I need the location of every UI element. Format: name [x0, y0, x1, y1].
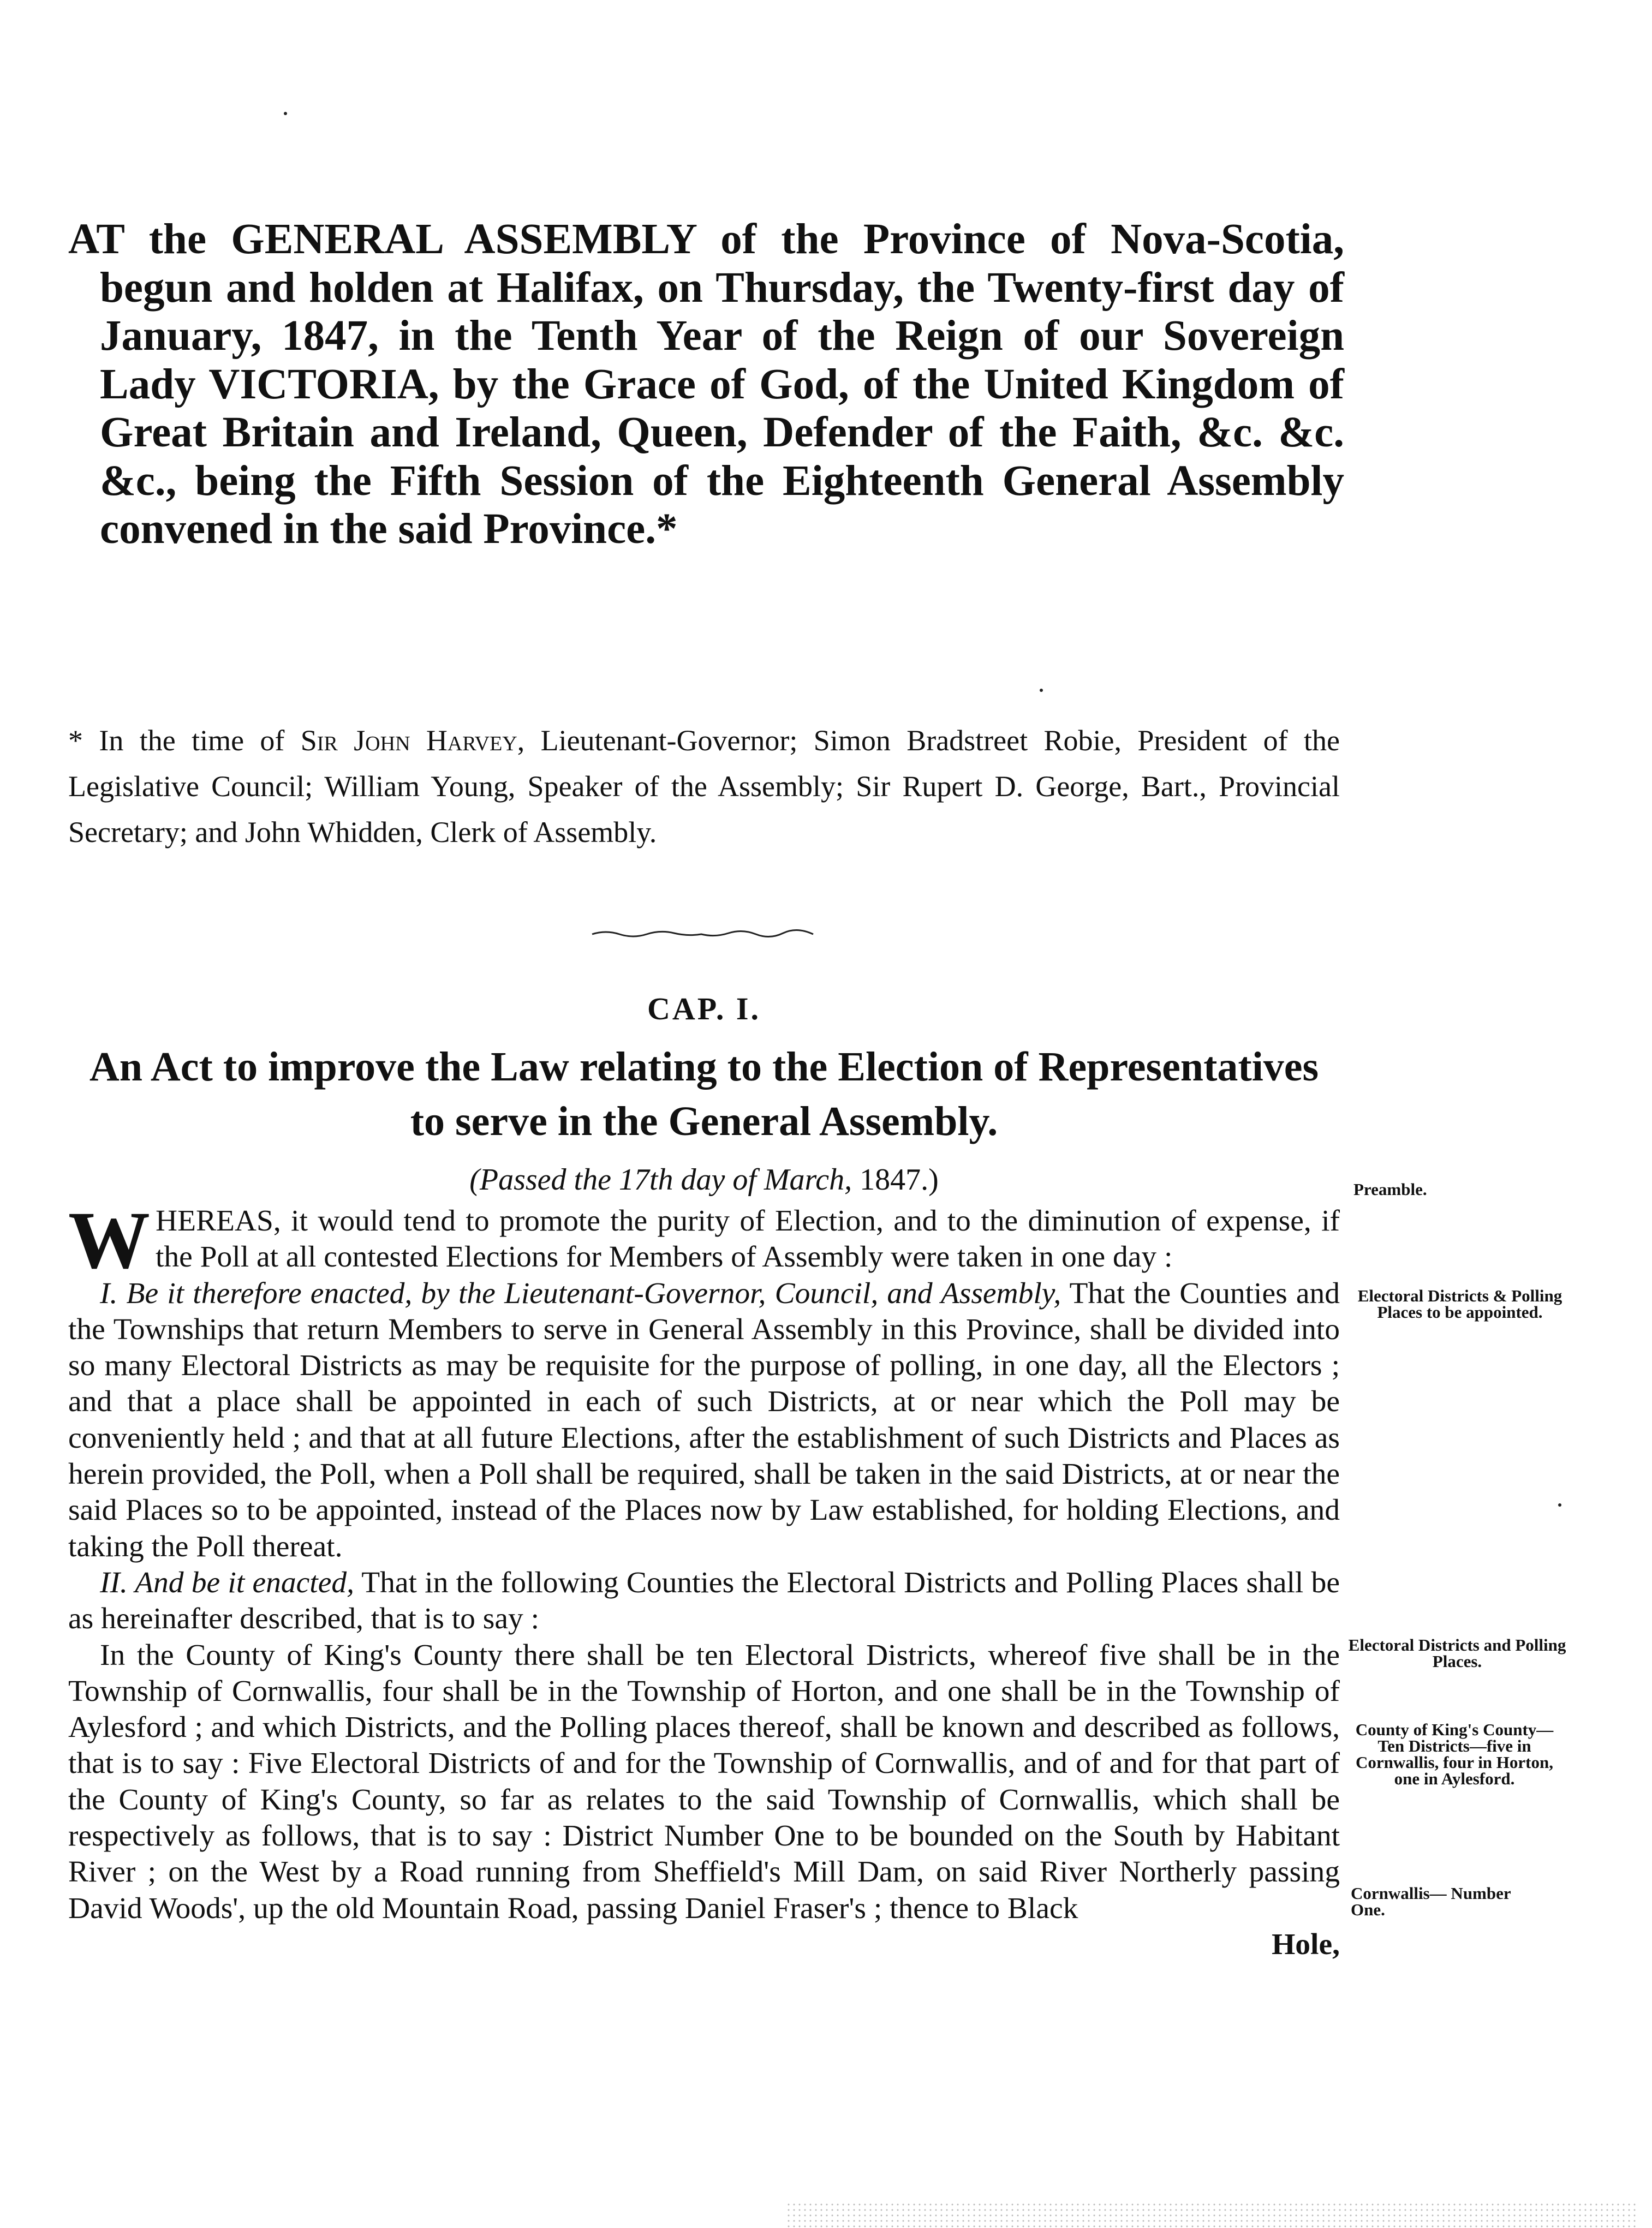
- footnote: [68, 718, 1340, 855]
- ornamental-rule: [589, 927, 819, 940]
- margin-note-districts-places: Electoral Districts and Polling Places.: [1348, 1635, 1566, 1671]
- kings-county-paragraph: [68, 1638, 1340, 1927]
- margin-note-cornwallis: Cornwallis— Number One.: [1351, 1884, 1511, 1919]
- section-two-text: That in the following Counties the Electoral Districts and Polling Places shall be as hereinafter described, that is to say :: [68, 1566, 1340, 1636]
- passed-date-year: 1847.): [852, 1163, 939, 1197]
- speck: [1040, 689, 1043, 692]
- footnote-text: , Lieutenant-Governor; Simon Bradstreet Robie, President of the Legislative Council; William Young, Speaker of the Assembly; Sir Rupert D. George, Bart., Provincial Secretary; and John Whidden, Clerk of Assembly.: [68, 724, 1340, 849]
- section-two: [68, 1565, 1340, 1638]
- continuation-word: Hole,: [1272, 1927, 1340, 1961]
- margin-note-preamble: Preamble.: [1353, 1180, 1427, 1199]
- speck: [1558, 1503, 1561, 1507]
- kings-county-text: In the County of King's County there shall be ten Electoral Districts, whereof five shall be in the Township of Cornwallis, four shall be in the Township of Horton, and one shall be in the Township of Aylesford ; and which Districts, and the Polling places thereof, shall be known and described as follows, that is to say : Five Electoral Districts of and for the Township of Cornwallis, and of and for that part of the County of King's County, so far as relates to the said Township of Cornwallis, which shall be respectively as follows, that is to say : District Number One to be bounded on the South by Habitant River ; on the West by a Road running from Sheffield's Mill Dam, on said River Northerly passing David Woods', up the old Mountain Road, passing Daniel Fraser's ; thence to Black: [68, 1638, 1340, 1925]
- section-one-lead: I. Be it therefore enacted, by the Lieutenant-Governor, Council, and Assembly,: [100, 1276, 1061, 1310]
- speck: [284, 112, 287, 115]
- margin-note-electoral-districts: Electoral Districts & Polling Places to be appointed.: [1357, 1286, 1562, 1322]
- act-body: [68, 1195, 1340, 1963]
- scan-stipple: [786, 2202, 1637, 2228]
- margin-note-kings-county: County of King's County—Ten Districts—five in Cornwallis, four in Horton, one in Aylesford.: [1355, 1720, 1554, 1788]
- footnote-governor: Sir John Harvey: [300, 724, 517, 757]
- section-two-lead: II. And be it enacted,: [100, 1566, 354, 1599]
- section-one: [68, 1276, 1340, 1565]
- preamble-text: HEREAS, it would tend to promote the purity of Election, and to the diminution of expense, if the Poll at all contested Elections for Members of Assembly were taken in one day :: [156, 1204, 1340, 1274]
- passed-date: [68, 1162, 1340, 1197]
- passed-date-prefix: (Passed the 17th day of March,: [469, 1163, 852, 1197]
- section-one-text: That the Counties and the Townships that return Members to serve in General Assembly in this Province, shall be divided into so many Electoral Districts as may be requisite for the purpose of polling, in one day, all the Electors ; and that a place shall be appointed in each of such Districts, at or near which the Poll may be conveniently held ; and that at all future Elections, after the establishment of such Districts and Places as herein provided, the Poll, when a Poll shall be required, shall be taken in the said Districts, at or near the said Places so to be appointed, instead of the Places now by Law established, for holding Elections, and taking the Poll thereat.: [68, 1276, 1340, 1563]
- footnote-marker: * In the time of: [68, 724, 301, 757]
- chapter-number: CAP. I.: [647, 991, 761, 1026]
- act-title: An Act to improve the Law relating to the Election of Representatives to serve in the General Assembly.: [89, 1044, 1319, 1144]
- preamble-paragraph: [68, 1195, 1340, 1286]
- drop-cap: W: [68, 1195, 150, 1286]
- session-header: AT the GENERAL ASSEMBLY of the Province of Nova-Scotia, begun and holden at Halifax, on Thursday, the Twenty-first day of January, 1847, in the Tenth Year of the Reign of our Sovereign Lady VICTORIA, by the Grace of God, of the United Kingdom of Great Britain and Ireland, Queen, Defender of the Faith, &c. &c. &c., being the Fifth Session of the Eighteenth General Assembly convened in the said Province.*: [68, 216, 1344, 553]
